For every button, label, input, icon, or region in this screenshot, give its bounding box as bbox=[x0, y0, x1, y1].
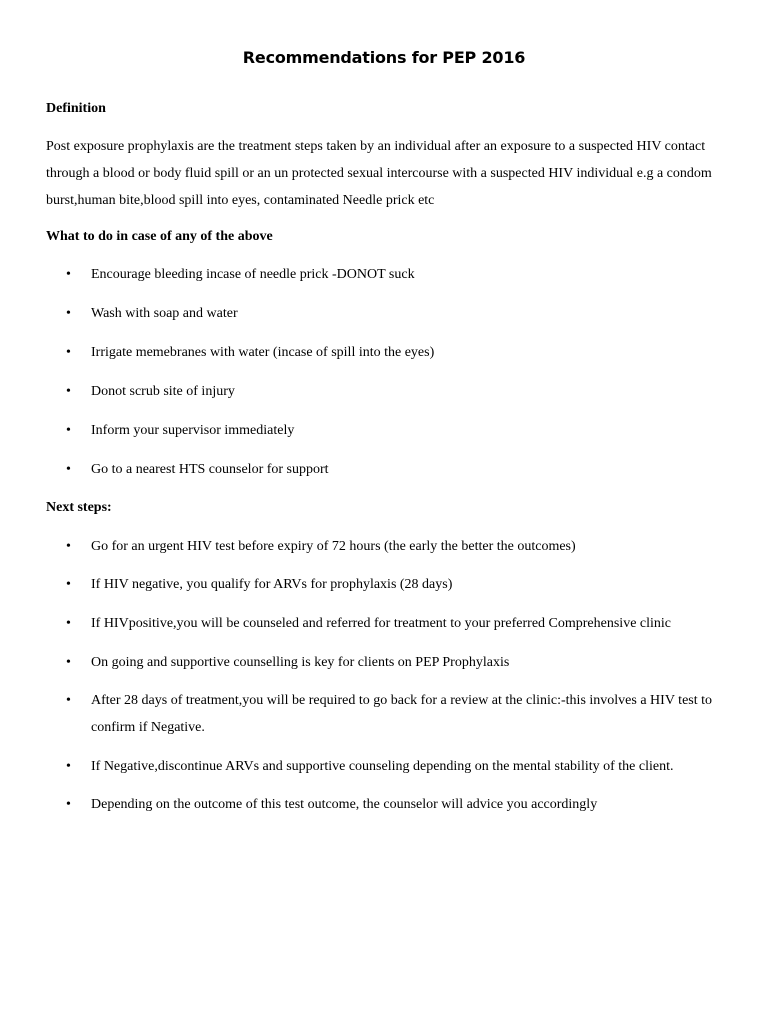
list-item-text: If HIVpositive,you will be counseled and referred for treatment to your preferred Comprehensive clinic bbox=[91, 616, 672, 631]
bullet-icon: • bbox=[66, 539, 71, 554]
list-item-text: Inform your supervisor immediately bbox=[91, 423, 295, 438]
bullet-icon: • bbox=[66, 306, 71, 321]
bullet-icon: • bbox=[66, 616, 71, 631]
bullet-icon: • bbox=[66, 267, 71, 282]
list-item bbox=[66, 571, 726, 598]
bullet-icon: • bbox=[66, 797, 71, 812]
bullet-icon: • bbox=[66, 462, 71, 477]
list-item-text: Wash with soap and water bbox=[91, 306, 238, 321]
list-item-text: Irrigate memebranes with water (incase of spill into the eyes) bbox=[91, 345, 435, 360]
definition-paragraph: Post exposure prophylaxis are the treatment steps taken by an individual after an exposure to a suspected HIV contact through a blood or body fluid spill or an un protected sexual intercourse with a suspected HIV individual e.g a condom burst,human bite,blood spill into eyes, contaminated Needle prick etc bbox=[46, 139, 712, 208]
list-item bbox=[66, 791, 726, 818]
bullet-icon: • bbox=[66, 423, 71, 438]
list-item-text: On going and supportive counselling is key for clients on PEP Prophylaxis bbox=[91, 655, 510, 670]
list-item-text: Encourage bleeding incase of needle prick -DONOT suck bbox=[91, 267, 415, 282]
list-item bbox=[66, 753, 726, 780]
bullet-icon: • bbox=[66, 577, 71, 592]
what-to-do-heading: What to do in case of any of the above bbox=[46, 229, 273, 244]
document-title: Recommendations for PEP 2016 bbox=[242, 48, 526, 67]
bullet-icon: • bbox=[66, 693, 71, 708]
list-item bbox=[66, 417, 726, 444]
list-item-text: Go for an urgent HIV test before expiry of 72 hours (the early the better the outcomes) bbox=[91, 539, 576, 554]
definition-heading: Definition bbox=[46, 101, 106, 116]
list-item bbox=[66, 300, 726, 327]
list-item bbox=[66, 261, 726, 288]
list-item bbox=[66, 456, 726, 483]
list-item bbox=[66, 610, 726, 637]
list-item-text: Donot scrub site of injury bbox=[91, 384, 235, 399]
list-item bbox=[66, 687, 726, 741]
list-item bbox=[66, 339, 726, 366]
bullet-icon: • bbox=[66, 655, 71, 670]
bullet-icon: • bbox=[66, 759, 71, 774]
list-item bbox=[66, 533, 726, 560]
bullet-icon: • bbox=[66, 384, 71, 399]
list-item-text: Depending on the outcome of this test outcome, the counselor will advice you accordingly bbox=[91, 797, 598, 812]
list-item-text: After 28 days of treatment,you will be required to go back for a review at the clinic:-this involves a HIV test to confirm if Negative. bbox=[91, 693, 713, 735]
list-item bbox=[66, 649, 726, 676]
list-item-text: If HIV negative, you qualify for ARVs for prophylaxis (28 days) bbox=[91, 577, 453, 592]
list-item bbox=[66, 378, 726, 405]
list-item-text: If Negative,discontinue ARVs and supportive counseling depending on the mental stability of the client. bbox=[91, 759, 674, 774]
next-steps-heading: Next steps: bbox=[46, 500, 112, 515]
list-item-text: Go to a nearest HTS counselor for support bbox=[91, 462, 329, 477]
bullet-icon: • bbox=[66, 345, 71, 360]
